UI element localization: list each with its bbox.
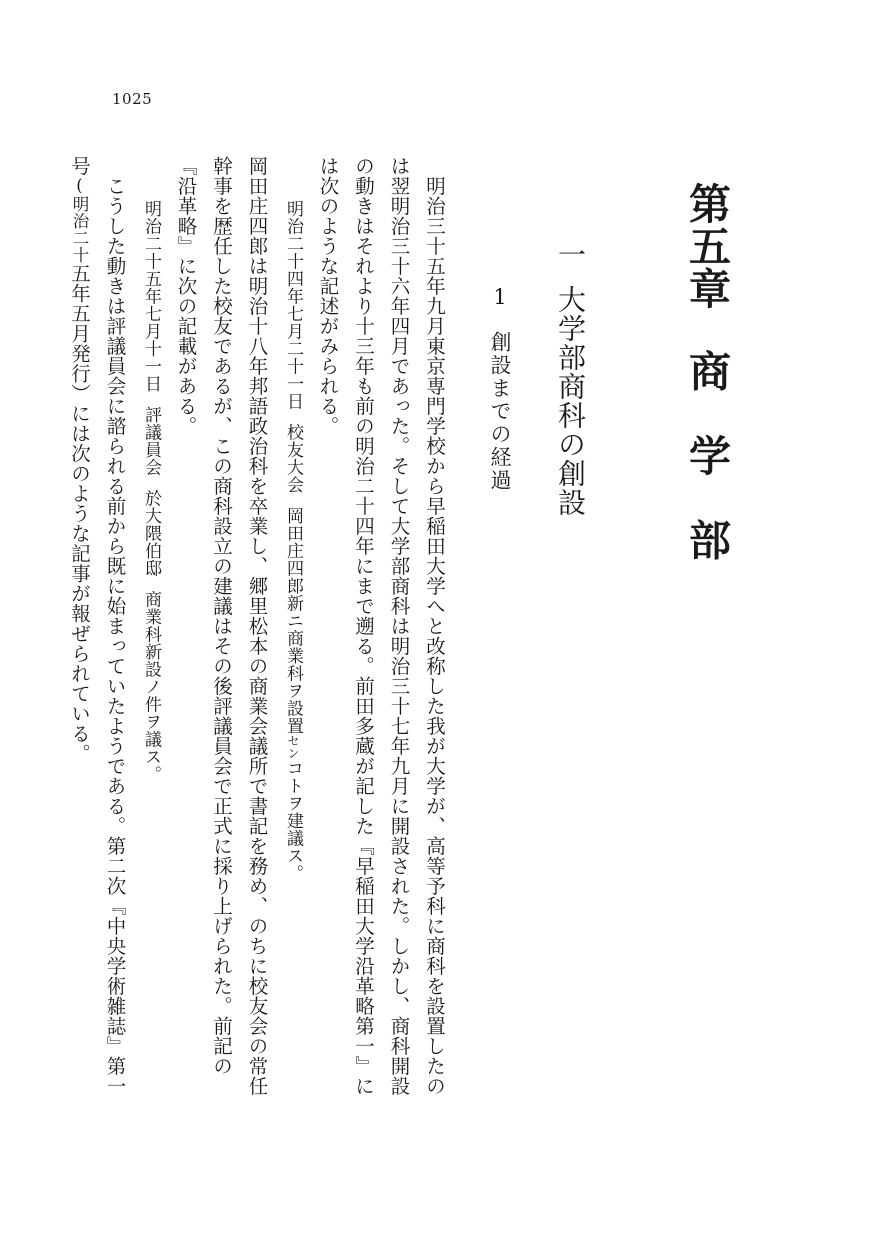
quote-2-text: 商業科新設ノ件ヲ議ス。 <box>141 590 161 784</box>
subsection-title <box>489 285 510 492</box>
chapter-label: 第五章 <box>683 182 732 310</box>
section-number: 一 <box>554 240 587 269</box>
quote-2-place: 於大隈伯邸 <box>141 489 161 578</box>
quote-1 <box>275 156 311 1096</box>
section-title-text: 大学部商科の創設 <box>554 285 587 517</box>
quote-2-event: 評議員会 <box>141 406 161 477</box>
paragraph-3 <box>62 156 133 1096</box>
page-number: 1025 <box>112 90 153 108</box>
chapter-title <box>683 182 732 561</box>
quote-2-date: 明治二十五年七月十一日 <box>141 200 161 393</box>
paragraph-3-text-b: 五年五月発行）には次のような記事が報ぜられている。 <box>68 263 91 764</box>
quote-1-text-a: 岡田庄四郎新ニ商業科ヲ設置 <box>283 507 303 735</box>
quote-1-event: 校友大会 <box>283 423 303 494</box>
chapter-title-char-3: 部 <box>683 518 732 561</box>
paragraph-3-paren: (明治二十 <box>70 176 89 264</box>
paragraph-1: 明治三十五年九月東京専門学校から早稲田大学へと改称した我が大学が、高等予科に商科を設置したのは翌明治三十六年四月であった。そして大学部商科は明治三十七年九月に開設された。しかし、商科開設の動きはそれより十三年も前の明治二十四年にまで遡る。前田多蔵が記した『早稲田大学沿革略第一』には次のような記述がみられる。 <box>316 156 446 1096</box>
body-text <box>62 156 453 1096</box>
quote-2 <box>133 156 169 1096</box>
chapter-title-char-2: 学 <box>683 434 732 477</box>
quote-1-small-kana: セン <box>286 734 300 760</box>
paragraph-3-text-a: こうした動きは評議員会に諮られる前から既に始まっていたようである。第二次『中央学術雑誌』第一号 <box>68 156 127 1096</box>
quote-1-text-b: コトヲ建議ス。 <box>283 759 303 883</box>
quote-1-date: 明治二十四年七月二十一日 <box>283 200 303 411</box>
chapter-title-char-1: 商 <box>683 349 732 392</box>
subsection-title-text: 創設までの経過 <box>488 331 512 492</box>
subsection-number: 1 <box>488 285 512 311</box>
section-title <box>554 240 587 517</box>
paragraph-2: 岡田庄四郎は明治十八年邦語政治科を卒業し、郷里松本の商業会議所で書記を務め、のちに校友会の常任幹事を歴任した校友であるが、この商科設立の建議はその後評議員会で正式に採り上げられた。前記の『沿革略』に次の記載がある。 <box>174 156 269 1096</box>
